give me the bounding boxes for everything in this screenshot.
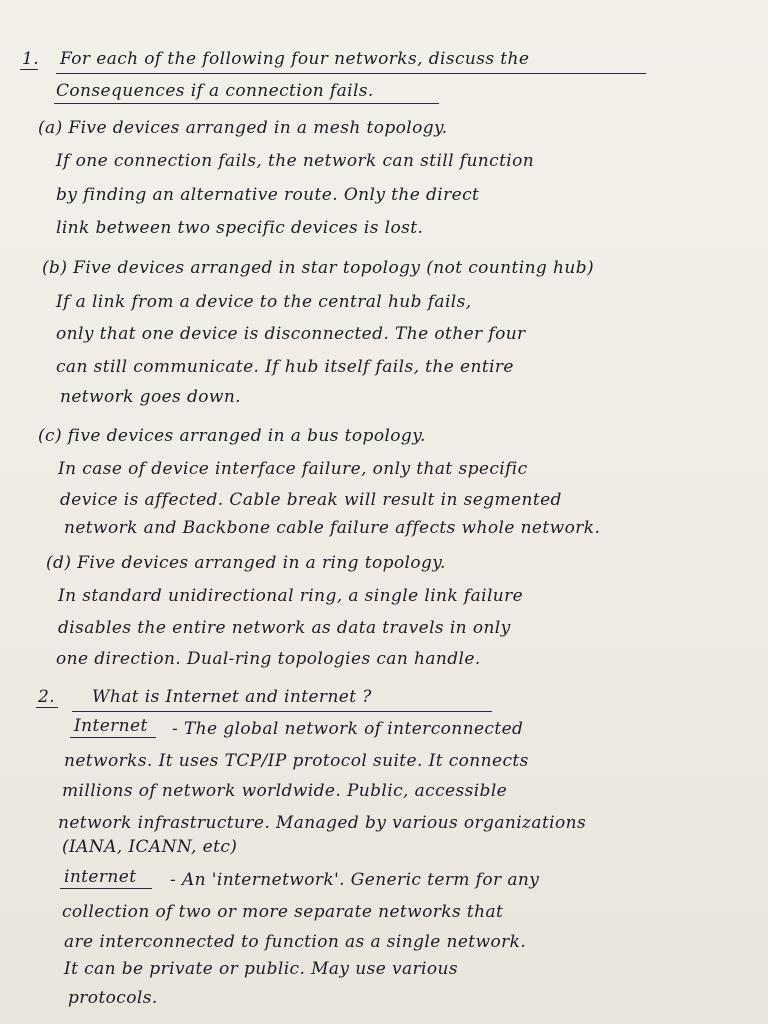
internet-lower-line: are interconnected to function as a single network. (64, 932, 527, 952)
internet-term: Internet (74, 716, 148, 736)
internet-cap-line: network infrastructure. Managed by various organizations (58, 813, 587, 833)
internet-term-underline (70, 737, 156, 738)
q1b-line: only that one device is disconnected. The other four (56, 324, 526, 344)
q1a-line: If one connection fails, the network can still function (56, 151, 535, 171)
q1b-heading: (b) Five devices arranged in star topology (not counting hub) (42, 258, 595, 278)
q2-number: 2. (38, 687, 56, 707)
q1b-line: If a link from a device to the central hub fails, (56, 292, 472, 312)
q1-title-underline2 (54, 103, 439, 104)
internet-lower-line: - An 'internetwork'. Generic term for any (170, 870, 540, 890)
q1d-line: disables the entire network as data travels in only (58, 618, 511, 638)
internet-lower-term: internet (64, 867, 137, 887)
q1a-heading: (a) Five devices arranged in a mesh topology. (38, 118, 448, 138)
internet-lower-line: It can be private or public. May use various (64, 959, 458, 979)
q2-title: What is Internet and internet ? (92, 687, 372, 707)
q1c-line: device is affected. Cable break will result in segmented (60, 490, 562, 510)
internet-cap-line: networks. It uses TCP/IP protocol suite. It connects (64, 751, 529, 771)
q1c-line: In case of device interface failure, only that specific (58, 459, 528, 479)
q2-number-underline (36, 707, 58, 708)
q1d-line: one direction. Dual-ring topologies can handle. (56, 649, 481, 669)
q1c-line: network and Backbone cable failure affects whole network. (64, 518, 601, 538)
internet-cap-line: millions of network worldwide. Public, accessible (62, 781, 508, 801)
q1d-heading: (d) Five devices arranged in a ring topology. (46, 553, 446, 573)
q1-number-underline (20, 69, 38, 70)
internet-lower-line: protocols. (68, 988, 158, 1008)
internet-cap-line: - The global network of interconnected (172, 719, 524, 739)
q1c-heading: (c) five devices arranged in a bus topology. (38, 426, 426, 446)
internet-lower-term-underline (60, 888, 152, 889)
q1a-line: link between two specific devices is lost. (56, 218, 424, 238)
q1-title-underline1 (56, 73, 646, 74)
q1-title-line2: Consequences if a connection fails. (56, 81, 374, 101)
q1-number: 1. (22, 49, 40, 69)
q1d-line: In standard unidirectional ring, a single link failure (58, 586, 524, 606)
internet-cap-line: (IANA, ICANN, etc) (62, 837, 238, 857)
q1b-line: can still communicate. If hub itself fails, the entire (56, 357, 514, 377)
q1b-line: network goes down. (60, 387, 241, 407)
q1a-line: by finding an alternative route. Only the direct (56, 185, 480, 205)
internet-lower-line: collection of two or more separate networks that (62, 902, 504, 922)
q1-title-line1: For each of the following four networks, discuss the (60, 49, 530, 69)
q2-title-underline (72, 711, 492, 712)
